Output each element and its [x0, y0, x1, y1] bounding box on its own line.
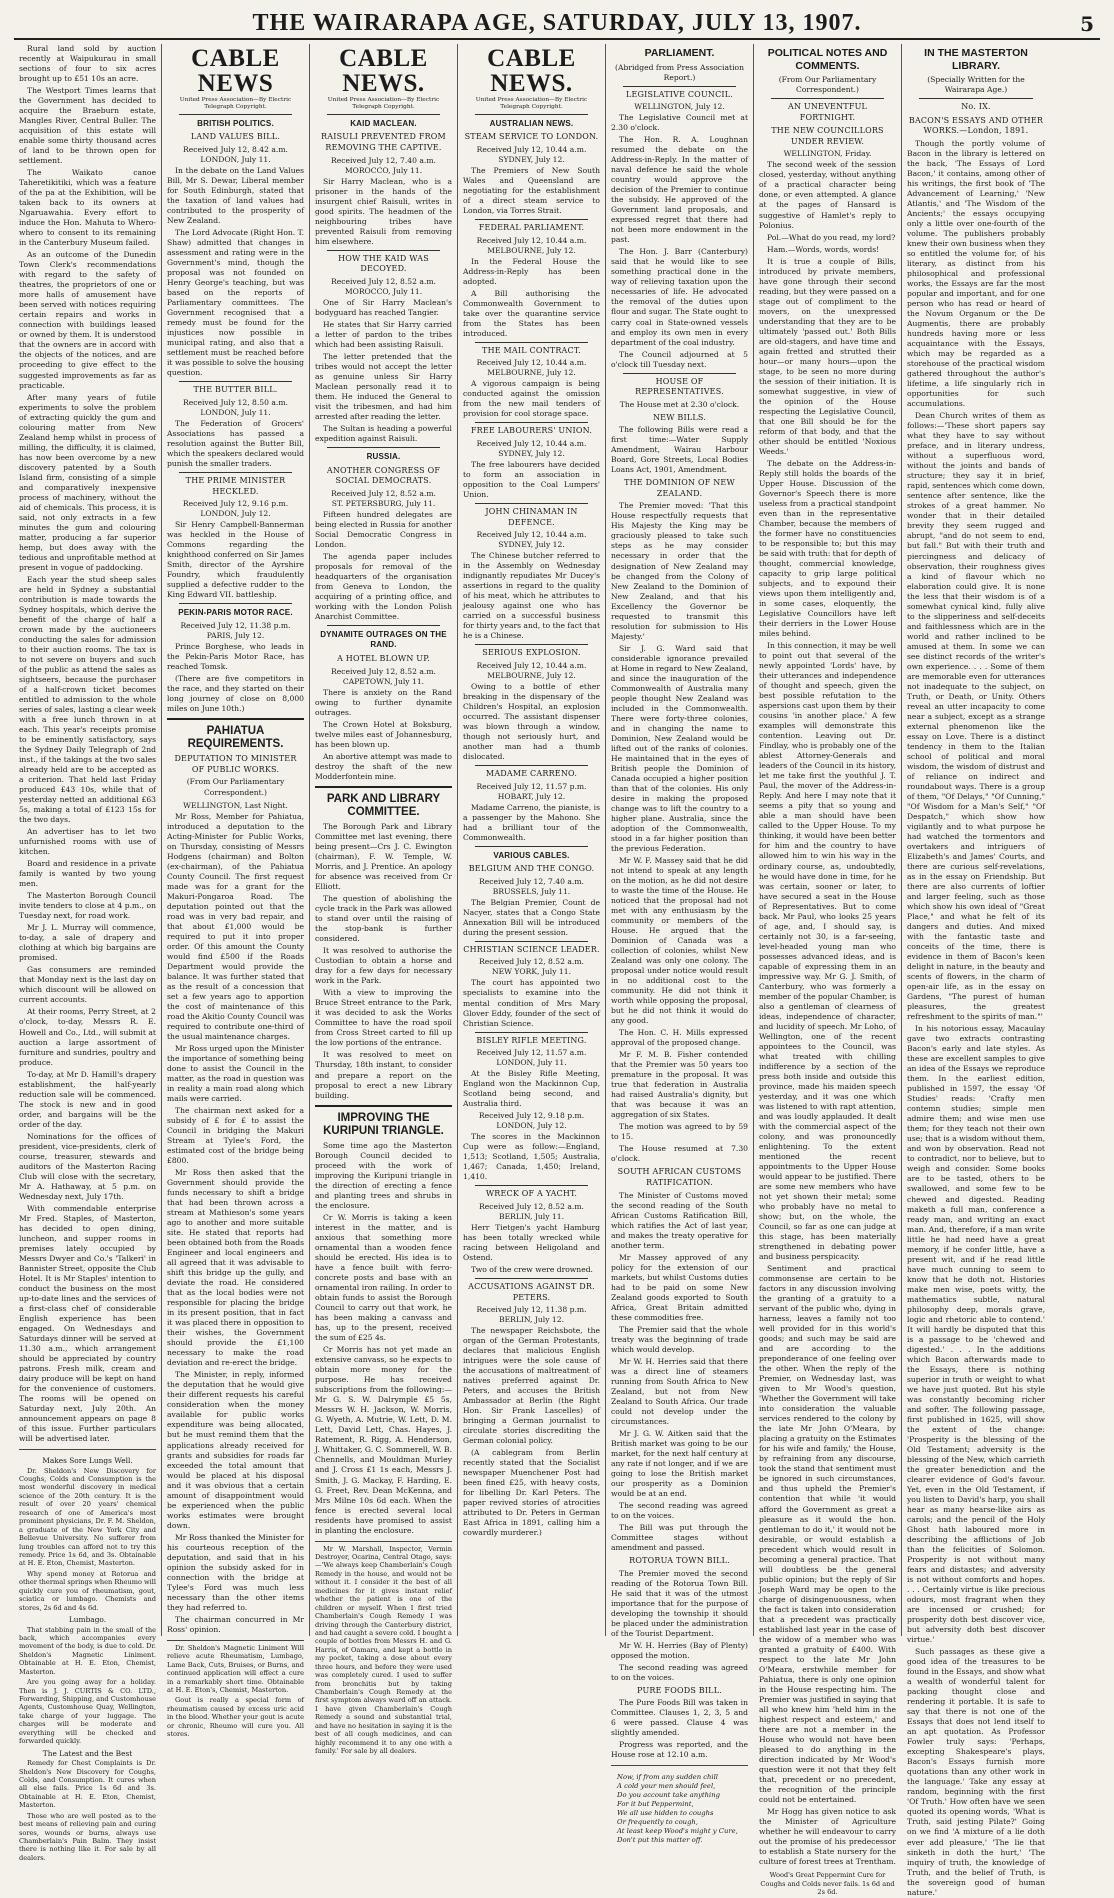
- column-cable-news-1: [162, 44, 310, 1739]
- article-body: [315, 510, 452, 622]
- article-body: [907, 139, 1045, 1898]
- dateline: SYDNEY, July 12.: [498, 449, 565, 459]
- source-line: (From Our Parliamentary Correspondent.): [778, 75, 877, 95]
- paragraph: Mr Massey approved of any policy for the extension of our markets, but whilst Customs duties had to be paid on some New Zealand goods exported to South Africa, Great Britain admitted these commodities free.: [611, 1252, 748, 1322]
- paragraph: The following Bills were read a first time:—Water Supply Amendment, Wairau Harbour Board, Gore Streets, Local Bodies Loans Act, 1901, Amendment.: [611, 425, 748, 475]
- column-political-notes: [754, 44, 902, 1897]
- dateline: BRUSSELS, July 11.: [492, 886, 571, 896]
- article-body: [463, 1132, 600, 1182]
- article-body: [167, 812, 304, 1635]
- paragraph: Sir Henry Campbell-Bannerman was heckled in the House of Commons regarding the knighthood conferred on Sir James Smith, director of the Ayrshire Foundry, which fraudulently supplied a defective rudder to the King Edward VII. battleship.: [167, 520, 304, 600]
- received-line: Received July 12, 8.52 a.m.: [331, 276, 436, 286]
- section-heading: RUSSIA.: [366, 452, 401, 462]
- paragraph: The agenda paper includes proposals for removal of the headquarters of the organisation from Geneva to London, the acquiring of a printing office, and working with the London Polish Anarchist Committee.: [315, 551, 452, 621]
- paragraph: Mr W. F. Massey said that he did not intend to speak at any length on the motion, as he did not desire to waste the time of the House. He noticed that the proposal had not met with any enthusiasm by the community or members of the House. He argued that the Dominion of Canada was a collection of colonies, whilst New Zealand was only one colony. The proposal under notice would result in no additional cost to the community. He did not think it worth while opposing the proposal, but he did not think it would do any good.: [611, 855, 748, 1026]
- paragraph: An advertiser has to let two unfurnished rooms with use of kitchen.: [19, 827, 156, 857]
- dateline: LONDON, July 12.: [200, 509, 271, 519]
- article-body: [611, 501, 748, 1164]
- article-title: SOUTH AFRICAN CUSTOMS RATIFICATION.: [617, 1167, 742, 1187]
- verse-line: Do you account take anything: [617, 1791, 720, 1800]
- paragraph: The Belgian Premier, Count de Nacyer, states that a Congo State Annexation Bill will be introduced during the present session.: [463, 897, 600, 937]
- paragraph: Mr Ross thanked the Minister for his courteous reception of the deputation, and said that in his opinion the subsidy asked for in connection with the bridge at Tylee's Ford was much less necessary than the other items they had referred to.: [167, 1532, 304, 1612]
- dateline: WELLINGTON, July 12.: [634, 102, 725, 112]
- verse-line: At least keep Wood's might y Cure,: [617, 1827, 738, 1836]
- dateline: MOROCCO, July 11.: [344, 286, 423, 296]
- paragraph: Progress was reported, and the House rose at 12.10 a.m.: [611, 1740, 748, 1760]
- advertisement-text: Dr. Sheldon's New Discovery for Coughs, Colds and Consumption is the most wonderful discovery in medical science of the 20th century. It is the result of over 20 years' chemical research of one of America's most prominent physicians, Dr. F. M. Sheldon, a graduate of the New York City and Bellevue University. No sufferer from lung troubles can afford not to try this remedy. Price 1s 6d, and 3s. Obtainable at H. E. Eton, Chemist, Masterton.: [19, 1466, 156, 1568]
- article-title: LAND VALUES BILL.: [190, 132, 281, 142]
- dateline: WELLINGTON, Last Night.: [183, 800, 288, 810]
- article-title: THE PRIME MINISTER HECKLED.: [185, 476, 286, 496]
- article-body: [463, 257, 600, 339]
- article-title: HOW THE KAID WAS DECOYED.: [338, 253, 429, 274]
- paragraph: The Masterton Borough Council invite tenders to close at 4 p.m., on Tuesday next, for road work.: [19, 891, 156, 921]
- paragraph: The Premier said that the whole treaty was the beginning of trade which would develop.: [611, 1324, 748, 1354]
- dateline: MELBOURNE, July 12.: [487, 245, 576, 255]
- dateline: NEW YORK, July 11.: [491, 967, 571, 977]
- section-heading: AUSTRALIAN NEWS.: [489, 118, 574, 128]
- paragraph: The court has appointed two specialists to examine into the mental condition of Mrs Mary Glover Eddy, founder of the sect of Christian Science.: [463, 978, 600, 1028]
- paragraph: A Bill authorising the Commonwealth Government to take over the quarantine service from the States has been introduced.: [463, 288, 600, 338]
- columns: [14, 44, 1100, 1897]
- paragraph: Board and residence in a private family is wanted by two young men.: [19, 859, 156, 889]
- paragraph: The Pure Foods Bill was taken in Committee. Clauses 1, 2, 3, 5 and 6 were passed. Clause 4 was slightly amended.: [611, 1698, 748, 1738]
- paragraph: (A cablegram from Berlin recently stated that the Socialist newspaper Muenchener Post had been fined £25, with heavy costs, for libelling Dr. Karl Peters. The paper revived stories of atrocities attributed to Dr. Peters in German East Africa in 1891, calling him a cowardly murderer.): [463, 1448, 600, 1538]
- paragraph: After many years of futile experiments to solve the problem of extracting quickly the gum and colouring matter from New Zealand hemp whilst in process of milling, the difficulty, it is claimed, has now been overcome by a new discovery patented by a South Island firm, consisting of a simple and comparatively inexpensive process of machinery, without the aid of chemicals. This process, it is said, not only extracts in a few minutes the gum and colouring matter, producing a far superior hemp, but does away with the tedious and unprofitable method at present in vogue of paddocking.: [19, 392, 156, 572]
- article-title: THE BUTTER BILL.: [193, 385, 278, 395]
- article-body: [167, 642, 304, 714]
- verse-line: We all use hidden to coughs: [617, 1809, 714, 1818]
- received-line: Received July 12, 11.38 p.m.: [476, 1305, 587, 1315]
- paragraph: The Legislative Council met at 2.30 o'clock.: [611, 113, 748, 133]
- section-heading: LEGISLATIVE COUNCIL.: [625, 89, 734, 99]
- dateline: LONDON, July 11.: [200, 407, 271, 417]
- article-number: No. IX.: [961, 102, 991, 112]
- dateline: BERLIN, July 11.: [498, 1211, 564, 1221]
- article-title: SERIOUS EXPLOSION.: [482, 648, 581, 658]
- paragraph: The Minister, in reply, informed the deputation that he would give their different requests his careful consideration when the money available for public works expenditure was being allocated, but he must remind them that the applications already received for grants and subsidies for roads far exceeded the total amount that would be placed at his disposal and it was obvious that a certain amount of disappointment would be experienced when the public works estimates were brought down.: [167, 1370, 304, 1530]
- article-body: [611, 1569, 748, 1683]
- advertisements: [19, 1449, 156, 1862]
- paragraph: The chairman concurred in Mr Ross' opinion.: [167, 1614, 304, 1634]
- dateline: PARIS, July 12.: [206, 630, 265, 640]
- local-paragraphs: [19, 44, 156, 1444]
- advertisement-text: Are you going away for a holiday. Then is J. J. CURTIS & CO. LTD., Forwarding, Shipping, and Customhouse Agents, Customhouse Quay, Wellington, take charge of your luggage. The charges will be moderate and everything will be checked and forwarded quickly.: [19, 1678, 156, 1746]
- paragraph: The Sultan is heading a powerful expedition against Raisuli.: [315, 424, 452, 444]
- section-heading: HOUSE OF REPRESENTATIVES.: [635, 376, 724, 397]
- article-body: [315, 688, 452, 782]
- article-body: [167, 166, 304, 378]
- paragraph: The Westport Times learns that the Government has decided to acquire the Braeburn estate, Mangles River, Central Buller. The acquisition of this estate will enable some thirty thousand acres of land to be thrown open for settlement.: [19, 86, 156, 166]
- article-title: ANOTHER CONGRESS OF SOCIAL DEMOCRATS.: [326, 465, 441, 486]
- received-line: Received July 12, 10.44 a.m.: [476, 145, 587, 154]
- article-body: [463, 898, 600, 938]
- paragraph: Mr F. M. B. Fisher contended that the Premier was 50 years too premature in the proposal. It was true that federation in Australia had raised Australia's dignity, but that was because it was an aggregation of six States.: [611, 1050, 748, 1120]
- paragraph: It was resolved to meet on Thursday, 18th instant, to consider and prepare a report on the proposal to erect a new Library building.: [315, 1050, 452, 1100]
- paragraph: Prince Borghese, who leads in the Pekin-Paris Motor Race, has reached Tomsk.: [167, 641, 304, 671]
- advertisement-text: Those who are well posted as to the best means of relieving pain and curing sores, wounds or burns, always use Chamberlain's Pain Balm. They insist there is nothing like it. For sale by all dealers.: [19, 1811, 156, 1862]
- paragraph: A vigorous campaign is being conducted against the omission from the new mail tenders of provision for cool storage space.: [463, 379, 600, 419]
- paragraph: The question of abolishing the cycle track in the Park was allowed to stand over until the raising of the stop-bank is further considered.: [315, 894, 452, 944]
- dateline: MOROCCO, July 11.: [344, 165, 423, 175]
- paragraph: The Premiers of New South Wales and Queensland are negotiating for the establishment of a direct steam service to London, via Torres Strait.: [463, 166, 600, 216]
- paragraph: It is true a couple of Bills, introduced by private members, have gone through their second reading, but they were passed on a stage out of compliment to the movers, on the unexpressed understanding that they are to be ultimately 'passed out.' Both Bills are old-stagers, and have time and again fretted and strutted their hour—or many hours—upon the stage, to be seen no more during the session of their initiation. It is somewhat suggestive, in view of the opinion of the House respecting the Legislative Council, that one Bill should be for the reform of that body, and that the other should be entitled 'Noxious Weeds.': [759, 256, 896, 456]
- paragraph: Herr Tietgen's yacht Hamburg has been totally wrecked while racing between Heligoland and Ostend.: [463, 1222, 600, 1262]
- paragraph: Fifteen hundred delegates are being elected in Russia for another Social Democratic Congress in London.: [315, 509, 452, 549]
- paragraph: The Crown Hotel at Boksburg, twelve miles east of Johannesburg, has been blown up.: [315, 719, 452, 749]
- article-body: [463, 460, 600, 500]
- paragraph: Owing to a bottle of ether breaking in the dispensary of the Children's Hospital, an explosion occurred. The assistant dispenser was blown through a window, though not seriously hurt, and another man had a thumb dislocated.: [463, 681, 600, 762]
- article-title: BELGIUM AND THE CONGO.: [468, 864, 595, 874]
- paragraph: Mr J. L. Murray will commence, to-day, a sale of drapery and clothing at which big bargains are promised.: [19, 923, 156, 963]
- paragraph: The Minister of Customs moved the second reading of the South African Customs Ratification Bill, which ratifies the Act of last year, and makes the treaty operative for another term.: [611, 1190, 748, 1250]
- paragraph: Though the portly volume of Bacon in the library is lettered on the back, 'The Essays of Lord Bacon,' it contains, among other of his writings, the first book of 'The Advancement of Learning,' 'New Atlantis,' and 'The Wisdom of the Ancients;' the essays occupying only a little over one-fourth of the volume. The publishers probably knew their own business when they so entitled the volume for, of his literary, as distinct from his philosophical and professional works, the Essays are far the most popular and important, and for one person who has read or heard of the Novum Organum or the De Augmentis, there are probably hundreds having more or less acquaintance with the Essays, which may be regarded as a storehouse of the practical wisdom gathered throughout the author's lifetime, a life singularly rich in opportunities for such accumulations.: [907, 138, 1045, 409]
- paragraph: Two of the crew were drowned.: [471, 1264, 593, 1274]
- paragraph: Mr Ross, Member for Pahiatua, introduced a deputation to the Acting-Minister for Public Works, on Thursday, consisting of Messrs Hodgens (chairman) and Bolton (ex-chairman), of the Pahiatua County Council. The first request made was for a grant for the Makuri-Pongaroa Road. The deputation pointed out that the road was in very bad repair, and that about £1,000 would be required to put it into proper order. Of this amount the County would find £500 if the Roads Department would provide the balance. It was further stated that as the result of a concession that set a few years ago to apportion the cost of maintenance of this road the Akitio County Council was required to contribute one-third of the usual maintenance charges.: [167, 811, 304, 1041]
- article-body: [463, 682, 600, 762]
- article-body: [315, 177, 452, 247]
- article-title: BACON'S ESSAYS AND OTHER WORKS.—London, 1891.: [908, 115, 1044, 136]
- paragraph: The Federation of Grocers' Associations has passed a resolution against the Butter Bill, which the speakers declared would punish the smaller traders.: [167, 418, 304, 468]
- paragraph: Mr W. H. Herries (Bay of Plenty) opposed the motion.: [611, 1640, 748, 1660]
- article-body: [315, 822, 452, 1100]
- cable-credit: United Press Association—By Electric Telegraph Copyright.: [327, 97, 440, 110]
- received-line: Received July 12, 10.44 a.m.: [476, 439, 587, 448]
- article-body: [611, 1698, 748, 1760]
- dateline: MELBOURNE, July 12.: [487, 670, 576, 680]
- article-body: [463, 551, 600, 641]
- article-title: WRECK OF A YACHT.: [485, 1189, 578, 1199]
- column-library: [902, 44, 1050, 1897]
- verse-line: Now, if from any sudden chill: [617, 1773, 718, 1782]
- paragraph: As an outcome of the Dunedin Town Clerk's recommendations with regard to the safety of theatres, the proprietors of one or more halls of amusement have been served with notices requiring certain repairs and works in connection with buildings leased or owned by them. It is understood that the owners are in accord with the objects of the notices, and are proceeding to give effect to the suggested improvements as far as practicable.: [19, 250, 156, 390]
- article-title: NEW BILLS.: [652, 412, 706, 422]
- dateline: CAPETOWN, July 11.: [342, 676, 425, 686]
- paragraph: Mr Hogg has given notice to ask the Minister of Agriculture whether he will endeavour to carry out the promise of his predecessor to establish a State nursery for the culture of forest trees at Trentham.: [759, 1806, 896, 1867]
- article-title: MADAME CARRENO.: [485, 769, 578, 779]
- received-line: Received July 12, 8.50 a.m.: [183, 397, 288, 407]
- paragraph: The Premier moved: 'That this House respectfully requests that His Majesty the King may be graciously pleased to take such steps as he may consider necessary in order that the designation of New Zealand may be changed from the Colony of New Zealand to the Dominion of New Zealand, and that his Excellency the Governor be requested to transmit this resolution for submission to His Majesty.': [611, 501, 748, 641]
- received-line: Received July 12, 9.16 p.m.: [182, 499, 289, 509]
- paragraph: The second week of the session closed, yesterday, without anything of a practical character being done, or even attempted. A glance at the pages of Hansard is suggestive of Hamlet's reply to Polonius.: [759, 160, 896, 230]
- paragraph: Rural land sold by auction recently at Waipukurau in small sections of four to six acres brought up to £51 10s an acre.: [19, 44, 156, 84]
- article-body: [611, 113, 748, 369]
- dateline: SYDNEY, July 12.: [498, 155, 565, 165]
- advertisement: Gout is really a special form of rheumatism caused by excess uric acid in the blood. Whether your gout is acute or chronic, Rheumo will cure you. All stores.: [167, 1696, 304, 1739]
- advertisement: Dr. Sheldon's Magnetic Liniment Will relieve acute Rheumatism, Lumbago, Lame Back, Cuts, Bruises, or Burns, and continued application will effect a cure in a remarkably short time. Obtainable at H. E. Eton's, Chemist, Masterton.: [167, 1643, 304, 1694]
- paragraph: With commendable enterprise Mr Fred. Staples, of Masterton, has decided to open dining, luncheon, and supper rooms in premises lately occupied by Messrs Dwyer and Co.'s 'Talkeri' in Bannister Street, opposite the Club Hotel. It is Mr Staples' intention to conduct the business on the most up-to-date lines and the services of a first-class chef of considerable English experience has been engaged. On Wednesdays and Saturdays dinner will be served at 11.30 a.m., which arrangement should be appreciated by country patrons. Fresh milk, cream and dairy produce will be kept on hand for the convenience of customers. The rooms will be opened on Saturday next, July 20th. An announcement appears on page 8 of this issue. Further particulars will be advertised later.: [19, 1203, 156, 1444]
- column-cable-news-2: [310, 44, 458, 1756]
- paragraph: There is anxiety on the Rand owing to further dynamite outrages.: [315, 687, 452, 717]
- received-line: Received July 12, 10.44 a.m.: [476, 530, 587, 540]
- article-body: [611, 425, 748, 475]
- received-line: Received July 12, 11.38 p.m.: [180, 620, 291, 630]
- article-title: THE DOMINION OF NEW ZEALAND.: [624, 478, 735, 498]
- paragraph: The Borough Park and Library Committee met last evening, there being present—Crs J. C. Ewington (chairman), F. W. Temple, W. Morris, and J. Prentice. An apology for absence was received from Cr Elliott.: [315, 822, 452, 892]
- paragraph: The Council adjourned at 5 o'clock till Tuesday next.: [611, 349, 748, 369]
- source-line: (Specially Written for the Wairarapa Age.): [927, 75, 1025, 95]
- article-body: [315, 298, 452, 444]
- section-heading: AN UNEVENTFUL FORTNIGHT.: [787, 102, 868, 122]
- page-number: 5: [1080, 12, 1094, 36]
- paragraph: In this connection, it may be well to point out that several of the newly appointed 'Lords' have, by their utterances and independence of thought and speech, given the best possible refutation to the aspersions cast upon them by their cousins 'in another place.' A few examples will demonstrate this contention. Leaving out Dr. Findlay, who is probably one of the ablest Attorney-Generals and leaders of the Council in its history, let me take first the youthful J. T. Paul, the mover of the Address-in-Reply. And here I may note that it seems a pity that so young and able a man should have been called to the Upper House. To my thinking, it would have been better for him and the country to have allowed him to win his way in the ordinary course, as, undoubtedly, he would have done in time, for he was certain, sooner or later, to have secured a seat in the House of Representatives. But to come back. Mr Paul, who looks 25 years of age, and, I should say, is certainly not 30, is a far-seeing, level-headed young man who possesses advanced ideas, and is capable of expressing them in an impressive way. Mr G. J. Smith, of Canterbury, who was formerly a member of the popular Chamber, is also a gentleman of clearness of ideas, independence of character, and lucidity of speech. Mr Loho, of Wellington, one of the recent appointees to the Council, was what treated with chilling indifference by a section of the press both inside and outside this province, made his maiden speech yesterday, and it was one which was listened to with rapt attention, and was loudly applauded. It dealt with the commercial aspect of the colony, and was pronouncedly enlightening. To the extent mentioned the recent appointments to the Upper House would appear to be justified. There are some new members who have not yet shown their metal; some who probably have no metal to show; but, on the whole, the Council, so far as one can judge at this stage, has been materially strengthened in debating power and business perspicacity.: [759, 641, 896, 1262]
- received-line: Received July 12, 7.40 a.m.: [331, 155, 436, 165]
- verse-line: A cold your men should feel,: [617, 1782, 716, 1791]
- paragraph: The House resumed at 7.30 o'clock.: [611, 1144, 748, 1164]
- article-body: [167, 419, 304, 469]
- advertisement-text: Why spend money at Rotorua and other thermal springs when Rheumo will quickly cure you of rheumatism, gout, sciatica or lumbago. Chemists and stores, 2s 6d and 4s 6d.: [19, 1569, 156, 1612]
- parliament-header: PARLIAMENT.: [644, 47, 715, 59]
- received-line: Received July 12, 8.52 a.m.: [479, 957, 584, 967]
- dateline: WELLINGTON, Friday.: [783, 149, 872, 159]
- article-title: BISLEY RIFLE MEETING.: [476, 1035, 587, 1045]
- paragraph: The Lord Advocate (Right Hon. T. Shaw) admitted that changes in assessment and rating were in the Government's mind, though the proposal was not founded on Henry George's teaching, but was based on the reports of Parliamentary committees. The Government recognised that a remedy must be found for the injustices now possible in municipal rating, and also that a settlement must be reached before it was possible to solve the housing question.: [167, 228, 304, 378]
- article-body: [611, 1191, 748, 1554]
- paragraph: Mr Ross urged upon the Minister the importance of something being done to assist the Council in the matter, as the road in question was in reality a main road along which mails were carried.: [167, 1043, 304, 1103]
- received-line: Received July 12, 10.44 a.m.: [476, 358, 587, 368]
- article-body: [463, 1223, 600, 1275]
- paragraph: The Chinese butcher referred to in the Assembly on Wednesday indignantly repudiates Mr Ducey's assertions in regard to the quality of his meat, which he attributes to jealousy against one who has carried on a successful business for thirty years and, to the fact that he is a Chinese.: [463, 551, 601, 641]
- received-line: Received July 12, 9.18 p.m.: [478, 1111, 585, 1121]
- advertisement-text: Remedy for Chest Complaints is Dr. Sheldon's New Discovery for Coughs, Colds, and Consumption. It cures when all else fails. Price 1s 6d and 3s. Obtainable at H. E. Eton, Chemist, Masterton.: [19, 1759, 156, 1810]
- paragraph: The Hon. J. Barr (Canterbury) said that he would like to see something practical done in the way of relieving taxation upon the necessaries of life. He advocated the removal of the duties upon flour and sugar. The State ought to carry coal in State-owned vessels and employ its own men in every department of the coal industry.: [611, 247, 748, 347]
- paragraph: To-day, at Mr D. Hamill's drapery establishment, the half-yearly reduction sale will be commenced. The stock is new and in good order, and bargains will be the order of the day.: [19, 1069, 156, 1129]
- article-title: PURE FOODS BILL.: [637, 1685, 722, 1695]
- article-body: [463, 166, 600, 216]
- article-title: IMPROVING THE KURIPUNI TRIANGLE.: [323, 1111, 444, 1137]
- paragraph: The chairman next asked for a subsidy of £ for £ to assist the Council in bridging the Makuri Stream at Tylee's Ford, the estimated cost of the bridge being £800.: [167, 1105, 304, 1166]
- article-title: THE MAIL CONTRACT.: [482, 345, 581, 355]
- dateline: MELBOURNE, July 12.: [487, 368, 576, 378]
- verse-line: Or frequently to cough,: [617, 1818, 698, 1827]
- paragraph: One of Sir Harry Maclean's bodyguard has reached Tangier.: [315, 297, 452, 317]
- article-title: DYNAMITE OUTRAGES ON THE RAND.: [320, 629, 447, 650]
- article-title: CHRISTIAN SCIENCE LEADER.: [463, 944, 600, 954]
- dateline: LONDON, July 11.: [496, 1058, 567, 1068]
- paragraph: Ham.—Words, words, words!: [767, 244, 880, 254]
- dateline: LONDON, July 11.: [200, 155, 271, 165]
- paragraph: (There are five competitors in the race, and they started on their long journey of close on 8,000 miles on June 10th.): [167, 673, 304, 713]
- received-line: Received July 12, 7.40 a.m.: [479, 876, 584, 886]
- article-body: [167, 520, 304, 600]
- column-parliament: [606, 44, 754, 1845]
- paragraph: Each year the stud sheep sales are held in Sydney a substantial contribution is made towards the Sydney hospitals, which derive the benefit of the charge of half a crown made by the auctioneers conducting the sales for admission to their auction rooms. The tax is to not severe on buyers and such of the public as attend the sales as sightseers, because the purchaser of a half-crown ticket becomes entitled to admission to the whole series of sales, lasting a clear week with a free lunch thrown in at each. This year's receipts promise to be eminently satisfactory, says the Sydney Daily Telegraph of 2nd inst., if the takings at the two sales already held are to be accepted as a criterion. That held last Friday produced £43 10s, while that of yesterday netted an additional £63 5s, making a total of £123 15s for the two days.: [19, 574, 156, 825]
- verse-line: For it but Peppermint,: [617, 1800, 694, 1809]
- article-title: ROTORUA TOWN BILL.: [629, 1556, 730, 1566]
- verse-line: Don't put this matter off.: [617, 1836, 703, 1845]
- paragraph: Mr Ross then asked that the Government should provide the funds necessary to shift a bridge that had been thrown across a stream at Mathieson's some years ago to another and more suitable site. He stated that reports had been obtained both from the Roads Engineer and local engineers and all agreed that it was advisable to shift this bridge up the gully, and deviate the road. He considered that as the local bodies were not responsible for placing the bridge in its present position, that in fact it was placed there in opposition to their wishes, the Government should provide the £1,100 necessary to make the road deviation and re-erect the bridge.: [167, 1168, 304, 1368]
- sitting-time: The House met at 2.30 o'clock.: [619, 399, 740, 409]
- article-title: ACCUSATIONS AGAINST DR. PETERS.: [468, 1281, 595, 1302]
- article-subtitle: DEPUTATION TO MINISTER OF PUBLIC WORKS.: [174, 754, 297, 774]
- cable-news-header: CABLE NEWS: [191, 45, 280, 97]
- article-subtitle: RAISULI PREVENTED FROM REMOVING THE CAPTIVE.: [321, 132, 446, 152]
- received-line: Received July 12, 11.57 p.m.: [476, 781, 587, 791]
- dateline: ST. PETERSBURG, July 11.: [331, 498, 436, 508]
- advertisement-title: Makes Sore Lungs Well.: [42, 1456, 133, 1466]
- article-subtitle: A HOTEL BLOWN UP.: [337, 653, 430, 663]
- column-cable-news-3: [458, 44, 606, 1636]
- paragraph: Sir J. G. Ward said that considerable ignorance prevailed at Home in regard to New Zealand, and since the inauguration of the Commonwealth of Australia many people thought New Zealand was included in the Commonwealth. There were forty-three colonies, and in changing the name to Dominion, New Zealand would be lifted out of the ranks of colonies. He maintained that in the eyes of British people the Dominion of Canada occupied a higher position than that of the colonies. His only desire in making the proposed change was to lift the country to a higher plane. Australia, since the adoption of the Commonwealth, stood in a far higher position than the previous Federation.: [611, 643, 748, 853]
- paragraph: The scores in the Mackinnon Cup were as follow:—England, 1,513; Scotland, 1,505; Australia, 1,467; Canada, 1,450; Ireland, 1,410.: [463, 1132, 600, 1182]
- paragraph: The motion was agreed to by 59 to 15.: [611, 1122, 748, 1142]
- dateline: SYDNEY, July 12.: [498, 540, 565, 550]
- received-line: Received July 12, 10.44 a.m.: [476, 235, 587, 245]
- paragraph: Sentiment and practical commonsense are certain to be factors in any discussion involving the granting of a gratuity to a servant of the public who, dying in harness, leaves a family not too well provided for in this world's goods; and such may be said are and are according to the preponderance of one feeling over the other. When the reply of the Premier, on Wednesday last, was given to Mr Wood's question, 'Whether the Government will take into consideration the valuable services rendered to the colony by the late Mr John O'Meara, by placing a gratuity on the Estimates for his wife and family,' the House, by refraining from any discourse, took the stand that sentiment must be ignored in such circumstances, and thus upheld the Premier's contention that while 'it would afford the Government as great a pleasure as it would the hon. gentleman to do it,' it would not be desirable, or would establish a precedent which would result in becoming a general practice. That will doubtless be the general public opinion; but the reply of Sir Joseph Ward may be open to the charge of disingenuousness, when the fact is taken into consideration that a precedent was practically established last year in the case of the widow of a member who was granted a gratuity of £400. With respect to the late Mr John O'Meara, erstwhile member for Pahiatua, there is only one opinion in the House respecting him. The Premier was justified in saying that all who knew him 'held him in the highest respect and esteem,' and there are not a member in the House who would not have been pleased to do anything in the direction indicated by Mr Wood's question were it not that they felt that, precedent or no precedent, the recognition of the principle could not be entertained.: [759, 1264, 896, 1804]
- source-line: (From Our Parliamentary Correspondent.): [186, 777, 285, 797]
- paragraph: At their rooms, Perry Street, at 2 o'clock, to-day, Messrs R. E. Howell and Co., Ltd., will submit at auction a large assortment of furniture and sundries, poultry and produce.: [19, 1007, 156, 1067]
- article-body: [463, 379, 600, 419]
- advertisement-text: That stabbing pain in the small of the back, which accompanies every movement of the body, is due to cold. Dr. Sheldon's Magnetic Liniment. Obtainable at H. E. Eton, Chemist, Masterton.: [19, 1625, 156, 1676]
- masthead: [14, 8, 1100, 40]
- received-line: Received July 12, 10.44 a.m.: [476, 660, 587, 670]
- paragraph: The Hon. C. H. Mills expressed approval of the proposed change.: [611, 1028, 748, 1048]
- article-body: [463, 1069, 600, 1109]
- paragraph: Pol.—What do you read, my lord?: [767, 232, 896, 242]
- paragraph: With a view to improving the Bruce Street entrance to the Park, it was decided to ask the Works Committee to have the road spoil from Cross Street carted to fill up the low portions of the entrance.: [315, 988, 452, 1048]
- source-line: (Abridged from Press Association Report.): [615, 62, 744, 82]
- paragraph: The second reading was agreed to on the voices.: [611, 1662, 748, 1682]
- paragraph: At the Bisley Rifle Meeting, England won the Mackinnon Cup, Scotland being second, and Australia third.: [463, 1069, 600, 1109]
- paragraph: The Bill was put through the Committee stages without amendment and passed.: [611, 1523, 748, 1553]
- section-heading: VARIOUS CABLES.: [493, 850, 570, 860]
- article-subtitle: THE NEW COUNCILLORS UNDER REVIEW.: [771, 126, 884, 146]
- advertisement-verse: [617, 1773, 748, 1845]
- received-line: Received July 12, 8.52 a.m.: [331, 666, 436, 676]
- paragraph: Nominations for the offices of president, vice-presidents, clerk of course, treasurer, stewards and auditors of the Masterton Racing Club will close with the secretary, Mr A. Hathaway, at 5 p.m. on Wednesday next, July 17th.: [19, 1131, 156, 1201]
- article-body: [759, 160, 896, 1867]
- paragraph: Such passages as these give a good idea of the treasures to be found in the Essays, and show what a wealth of wonderful talent for packing thought close and rendering it portable. It is safe to say that there is not one of the Essays that does not lend itself to an apt quotation. As Professor Fowler truly says: 'Perhaps, excepting Shakespeare's plays, Bacon's Essays furnish more quotations than any other work in the language.' Take any essay at random, beginning with the first 'Of Truth.' How often have we seen quoted its opening words, 'What is Truth, said jesting Pilate?' Going on we find 'A mixture of a lie doth ever add pleasure,' 'The lie that sinketh in doth the hurt,' 'The inquiry of truth, the knowledge of Truth, and the belief of Truth, is the sovereign good of human nature.': [907, 1647, 1045, 1897]
- article-title: FEDERAL PARLIAMENT.: [478, 223, 585, 233]
- received-line: Received July 12, 8.42 a.m.: [183, 145, 288, 154]
- paragraph: The newspaper Reichsbote, the organ of the German Protestants, declares that malicious English intrigues were the sole cause of the accusations of maltreatment of natives preferred against Dr. Peters, and accuses the British Ambassador at Berlin (the Right Hon. Sir Frank Lascelles) of bringing a German journalist to circulate stories discrediting the German colonial policy.: [463, 1326, 600, 1446]
- article-title: PARK AND LIBRARY COMMITTEE.: [326, 792, 441, 818]
- advertisement: Wood's Great Peppermint Cure for Coughs and Colds never fails. 1s 6d and 2s 6d.: [760, 1871, 895, 1897]
- article-body: [463, 978, 600, 1028]
- article-title: PEKIN-PARIS MOTOR RACE.: [178, 608, 293, 618]
- paragraph: The debate on the Address-in-Reply still holds the boards of the Upper House. Discussion of the Governor's Speech there is more useless from a practical standpoint even than in the representative Chamber, because the members of the former have no constituencies to be responsible to; but this may be said with truth: that for depth of thought, commercial knowledge, capacity to grip large political subjects, and to expound their views upon them intelligently and, in some cases, eloquently, the Legislative Councillors have left their derriers in the Lower House miles behind.: [759, 458, 896, 639]
- article-title: PAHIATUA REQUIREMENTS.: [187, 724, 284, 751]
- cable-credit: United Press Association—By Electric Telegraph Copyright.: [179, 97, 292, 110]
- received-line: Received July 12, 8.52 a.m.: [331, 488, 436, 498]
- paragraph: Dean Church writes of them as follows:—'These short papers say what they have to say without preface, and in literary undress, without a superfluous word, without the joints and bands of structure; they say it in brief, rapid, sentences which come down, sentence after sentence, like the strokes of a great hammer. No wonder that in their detailed brevity they seem rugged and abrupt, "and do not seem to end, but fall." But with their truth and piercingness and delicacy of observation, their roughness gives a kind of flavour which no elaboration could give. It is none the less that their wisdom is of a somewhat cynical kind, fully alive to the slipperiness and self-deceits and faithlessness which are in the world and rather inclined to be amused at them. In some we can see distinct records of the writer's own experience. . . . Some of them are memorable even for utterances not inadequate to the subject, on Truth, or Death, or Unity. Others reveal an utter incapacity to come near a subject, except as a strange external phenomenon like the essay on Love. There is a distinct tendency in them to the Italian school of political and moral wisdom, the wisdom of distrust and of reliance on indirect and roundabout ways. There is a group of them, "Of Delays," "Of Cunning," "Of Wisdom for a Man's Self," "Of Despatch," which show how vigilantly and to what purpose he had watched the tormentors and overtakers and intriguers of Elizabeth's and James' Courts, and there are curious self-revelations, as in the essay on Friendship. But there are also currents of loftier and larger feeling, such as those which show his own ideal of "Great Place," and what he felt of its dangers and duties. And mixed with the fantastic taste and conceits of the time, there is evidence in them of Bacon's keen delight in nature, in the beauty and scents of flowers, in the charm of open-air life, as in the essay on Gardens, "The purest of human pleasures, the greatest refreshment to the spirits of man."': [907, 411, 1045, 1022]
- article-title: FREE LABOURERS' UNION.: [470, 426, 593, 436]
- paragraph: In the Federal House the Address-in-Reply has been adopted.: [463, 256, 600, 286]
- paragraph: Cr W. Morris is taking a keen interest in the matter, and is anxious that something more ornamental than a wooden fence should be erected. His idea is to have a fence built with ferro-concrete posts and base with an ornamental iron railing. In order to obtain funds to assist the Borough Council to carry out that work, he has been making a canvass and has, up to the present, received the sum of £25 4s.: [315, 1213, 452, 1343]
- paragraph: Gas consumers are reminded that Monday next is the last day on which discount will be allowed on current accounts.: [19, 965, 156, 1005]
- dateline: LONDON, July 12.: [496, 1121, 567, 1131]
- library-header: IN THE MASTERTON LIBRARY.: [924, 47, 1028, 72]
- section-heading: BRITISH POLITICS.: [197, 118, 274, 128]
- paragraph: The letter pretended that the tribes would not accept the letter as genuine unless Sir Harry Maclean personally read it to them. He induced the General to visit the tribesmen, and had him arrested after reading the letter.: [315, 351, 452, 421]
- paragraph: He states that Sir Harry carried a letter of pardon to the tribes which had been assisting Raisuli.: [315, 319, 452, 349]
- paragraph: Cr Morris has not yet made an extensive canvass, so he expects to obtain more money for the purpose. He has received subscriptions from the following:—Mr G. S. W. Dalrymple £5 5s, Messrs W. H. Jackson, W. Morris, G. Wyeth, A. Mutrie, W. Lett, D. M. Lett, David Lett, Chas. Hayes, J. Ratement, R. Rigg, A. Henderson, J. Whittaker, G. C. Sommerell, W. B. Chennells, and Mouldman Murley and J. Cross £1 1s each, Messrs J. Smith, J. G. Mackay, F. Harding, E. G. Freet, Rev. Dean McKenna, and Mrs Milne 10s 6d each. When the fence is erected several local residents have promised to assist in planting the enclosure.: [315, 1345, 452, 1535]
- paragraph: Madame Carreno, the pianiste, is a passenger by the Mahono. She had a brilliant tour of the Commonwealth.: [463, 802, 600, 842]
- political-notes-header: POLITICAL NOTES AND COMMENTS.: [767, 47, 888, 72]
- masthead-title: THE WAIRARAPA AGE, SATURDAY, JULY 13, 1907.: [252, 9, 862, 36]
- advertisement: Mr W. Marshall, Inspector, Vermin Destroyer, Ocarina, Central Otago, says:—'We always keep Chamberlain's Cough Remedy in the house, and would not be without it. I consider it the best of all medicines for it gives instant relief whether the patient is one of the children or myself. When I first tried Chamberlain's Cough Remedy I was driving through the Canterbury district, and had caught a severe cold. I bought a couple of bottles from Messrs H. and G. Harris, of Oamaru, and kept a bottle in my pocket, taking a dose about every three hours, and before they were used was completely cured. I used to suffer from bronchitis but by taking Chamberlain's Cough Remedy at the first symptom always ward off an attack. I have given Chamberlain's Cough Remedy a sound and substantial trial, and have no hesitation in saying it is the best of all cough medicines, and can highly recommend it to any one with a family.' For sale by all dealers.: [315, 1544, 452, 1756]
- paragraph: It was resolved to authorise the Custodian to obtain a horse and dray for a few days for necessary work in the Park.: [315, 946, 452, 986]
- paragraph: The Hon. R. A. Loughnan resumed the debate on the Address-in-Reply. In the matter of naval defence he said the whole country would approve the decision of the Premier to continue the subsidy. He approved of the Government land proposals, and expressed regret that there had not been more endowment in the past.: [611, 135, 748, 245]
- paragraph: In the debate on the Land Values Bill, Mr S. Dewar, Liberal member for South Edinburgh, stated that the taxation of land values had contributed to the prosperity of New Zealand.: [167, 166, 304, 226]
- article-title: JOHN CHINAMAN IN DEFENCE.: [485, 507, 578, 527]
- paragraph: The Premier moved the second reading of the Rotorua Town Bill. He said that it was of the utmost importance that for the purpose of developing the township it should be placed under the administration of the Tourist Department.: [611, 1568, 748, 1638]
- cable-credit: United Press Association—By Electric Telegraph Copyright.: [475, 97, 588, 110]
- dateline: BERLIN, July 12.: [498, 1315, 564, 1325]
- paragraph: The free labourers have decided to form an association in opposition to the Coal Lumpers' Union.: [463, 460, 600, 500]
- dateline: HOBART, July 12.: [497, 791, 566, 801]
- cable-news-header: CABLE NEWS.: [487, 45, 576, 97]
- paragraph: The Waikato canoe Taheretikitiki, which was a feature of the pa at the Exhibition, will be taken back to its owners at Ngaruawahia. Every effort to induce the Hon. Mahuta to Whero-whero to consent to its remaining in the Canterbury Museum failed.: [19, 168, 156, 248]
- paragraph: Sir Harry Maclean, who is a prisoner in the hands of the insurgent chief Raisuli, writes in good spirits. The headmen of the neighbouring tribes have prevented Raisuli from removing him elsewhere.: [315, 176, 452, 246]
- paragraph: The second reading was agreed to on the voices.: [611, 1500, 748, 1520]
- paragraph: Some time ago the Masterton Borough Council decided to proceed with the work of improving the Kuripuni triangle in the direction of erecting a fence and planting trees and shrubs in the enclosure.: [315, 1140, 452, 1211]
- advertisement-title: The Latest and the Best: [42, 1748, 133, 1758]
- received-line: Received July 12, 11.57 a.m.: [476, 1048, 587, 1058]
- advertisement-title: Lumbago.: [68, 1615, 107, 1625]
- article-title: KAID MACLEAN.: [350, 118, 417, 128]
- article-title: STEAM SERVICE TO LONDON.: [464, 132, 599, 142]
- paragraph: In his notorious essay, Macaulay gave two extracts contrasting Bacon's early and late styles. As these are excellent samples to give an idea of the Essays we reproduce them. In the earliest edition, published in 1597, the essay 'Of Studies' reads: 'Crafty men contemn studies; simple men admire them; and wise men use them; for they teach not their own use; that is a wisdom without them, and won by observation. Read not to contradict, nor to believe, but to weigh and consider. Some books are to be tasted, others to be swallowed, and some few to be chewed and digested. Reading maketh a full man, conference a ready man, and writing an exact man. And, therefore, if a man write little he had need have a great memory, if he confer little, have a present wit, and if he read little have much cunning to seem to know that he doth not. Histories make men wise, poets witty, the mathematics subtle, natural philosophy deep, morals grave, logic and rhetoric able to contend.' It will hardly be disputed that this is a passage to be 'chewed and digested.' . . . In the additions which Bacon afterwards made to the Essays, there is nothing superior in truth or weight to what we have just quoted. But his style was constantly becoming richer and softer. The following passage, first published in 1625, will show the extent of the change: 'Prosperity is the blessing of the Old Testament; adversity is the blessing of the New, which carrieth the greater benediction and the clearer evidence of God's favour. Yet, even in the Old Testament, if you listen to David's harp, you shall hear as many hearse-like airs as carols; and the pencil of the Holy Ghost hath laboured more in describing the afflictions of Job than the felicities of Solomon. Prosperity is not without many fears and distastes; and adversity is not without comforts and hopes. . . . Certainly virtue is like precious odours, most fragrant when they are incensed or crushed; for prosperity doth best discover vice, but adversity doth best discover virtue.': [907, 1024, 1045, 1645]
- column-local-news: [14, 44, 162, 1862]
- article-body: [315, 1141, 452, 1536]
- article-body: [463, 803, 600, 843]
- paragraph: Mr J. G. W. Aitken said that the British market was going to be our market, for the next half century at any rate if not longer, and if we are going to lose the British market our prosperity as a Dominion would be at an end.: [611, 1428, 748, 1498]
- paragraph: Mr W. H. Herries said that there was a direct line of steamers running from South Africa to New Zealand, but not from New Zealand to South Africa. Our trade could not develop under the circumstances.: [611, 1356, 748, 1426]
- cable-news-header: CABLE NEWS.: [339, 45, 428, 97]
- article-body: [463, 1326, 600, 1538]
- received-line: Received July 12, 8.52 a.m.: [479, 1201, 584, 1211]
- paragraph: An abortive attempt was made to destroy the shaft of the new Modderfontein mine.: [315, 751, 452, 781]
